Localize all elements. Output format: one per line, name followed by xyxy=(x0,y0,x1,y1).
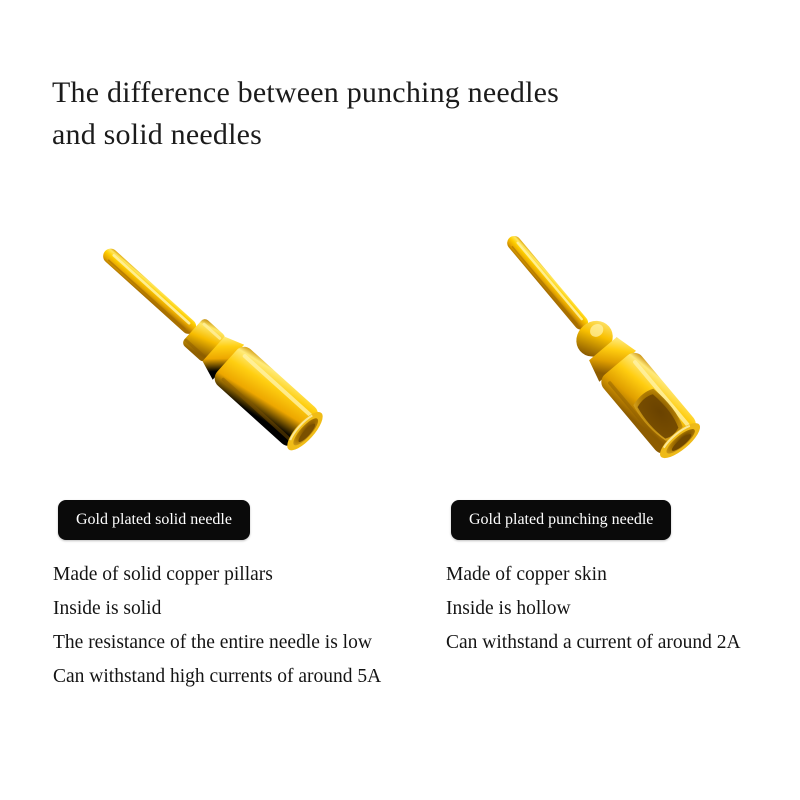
page-title-line-1: The difference between punching needles xyxy=(52,76,560,109)
column-punching-needle xyxy=(443,190,773,730)
badge-punching-needle: Gold plated punching needle xyxy=(451,500,671,540)
desc-line: The resistance of the entire needle is low xyxy=(53,632,372,653)
gold-plated-punching-needle-image xyxy=(443,190,773,480)
desc-line: Inside is hollow xyxy=(446,598,571,619)
description-punching-needle xyxy=(446,558,800,660)
desc-line: Inside is solid xyxy=(53,598,162,619)
desc-line: Can withstand a current of around 2A xyxy=(446,632,741,653)
gold-plated-solid-needle-image xyxy=(50,190,380,480)
desc-line: Can withstand high currents of around 5A xyxy=(53,666,382,687)
column-solid-needle xyxy=(50,190,380,730)
solid-needle-figure xyxy=(50,190,380,480)
page-title xyxy=(52,72,732,156)
badge-solid-needle: Gold plated solid needle xyxy=(58,500,250,540)
desc-line: Made of solid copper pillars xyxy=(53,564,273,585)
punching-needle-figure xyxy=(443,190,773,480)
page-title-line-2: and solid needles xyxy=(52,118,263,151)
description-solid-needle xyxy=(53,558,453,694)
desc-line: Made of copper skin xyxy=(446,564,607,585)
